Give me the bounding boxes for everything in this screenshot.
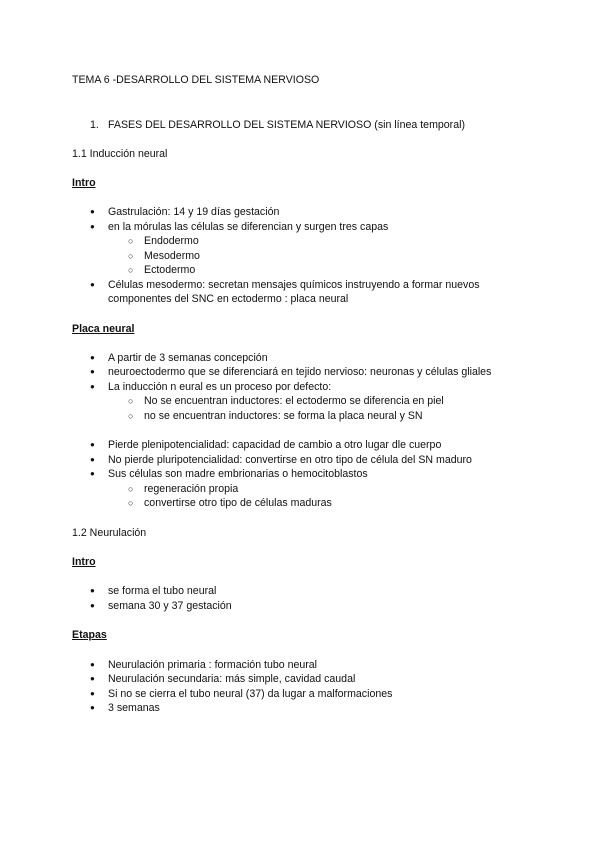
document-title: TEMA 6 -DESARROLLO DEL SISTEMA NERVIOSO (72, 74, 320, 86)
section-heading: FASES DEL DESARROLLO DEL SISTEMA NERVIOSO (sin línea temporal) (108, 119, 465, 131)
list-item: ● Células mesodermo: secretan mensajes químicos instruyendo a formar nuevos (108, 278, 480, 293)
list-item: ● Neurulación primaria : formación tubo neural (108, 658, 317, 673)
sub-list-item: ○ Mesodermo (144, 249, 200, 264)
list-item: ● en la mórulas las células se diferencian y surgen tres capas (108, 220, 388, 235)
intro-label: Intro (72, 177, 96, 189)
list-item-continuation: componentes del SNC en ectodermo : placa neural (108, 293, 349, 305)
sub-list-item: ○ Endodermo (144, 234, 199, 249)
placa-neural-label: Placa neural (72, 323, 135, 335)
list-item: ● A partir de 3 semanas concepción (108, 351, 268, 366)
list-item: ● Gastrulación: 14 y 19 días gestación (108, 205, 279, 220)
list-item: ● Sus células son madre embrionarias o hemocitoblastos (108, 467, 368, 482)
sub-list-item: ○ convertirse otro tipo de células maduras (144, 496, 332, 511)
sub-list-item: ○ no se encuentran inductores: se forma la placa neural y SN (144, 409, 423, 424)
section-number: 1. (90, 119, 99, 131)
intro-label: Intro (72, 556, 96, 568)
sub-list-item: ○ No se encuentran inductores: el ectodermo se diferencia en piel (144, 394, 444, 409)
subsection-heading-1-1: 1.1 Inducción neural (72, 148, 168, 160)
list-item: ● Si no se cierra el tubo neural (37) da lugar a malformaciones (108, 687, 392, 702)
list-item: ● se forma el tubo neural (108, 584, 216, 599)
subsection-heading-1-2: 1.2 Neurulación (72, 527, 147, 539)
list-item: ● neuroectodermo que se diferenciará en tejido nervioso: neuronas y células gliales (108, 365, 491, 380)
etapas-label: Etapas (72, 629, 107, 641)
list-item: ● No pierde pluripotencialidad: convertirse en otro tipo de célula del SN maduro (108, 453, 472, 468)
list-item: ● semana 30 y 37 gestación (108, 599, 232, 614)
list-item: ● Pierde plenipotencialidad: capacidad de cambio a otro lugar dle cuerpo (108, 438, 441, 453)
sub-list-item: ○ Ectodermo (144, 263, 195, 278)
list-item: ● Neurulación secundaria: más simple, cavidad caudal (108, 672, 355, 687)
sub-list-item: ○ regeneración propia (144, 482, 238, 497)
list-item: ● 3 semanas (108, 701, 160, 716)
list-item: ● La inducción n eural es un proceso por defecto: (108, 380, 331, 395)
